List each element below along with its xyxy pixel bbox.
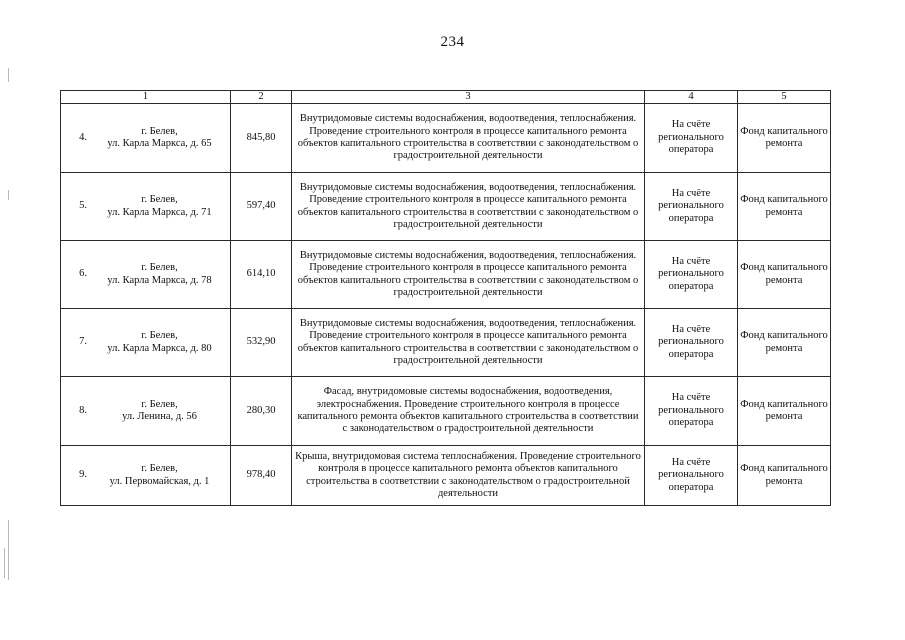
row-number: 8.	[79, 404, 87, 416]
address-cell	[61, 241, 231, 309]
area-cell: 845,80	[231, 104, 292, 173]
page-number: 234	[440, 34, 465, 50]
address-street: ул. Карла Маркса, д. 80	[107, 342, 212, 354]
works-cell: Крыша, внутридомовая система теплоснабжения. Проведение строительного контроля в процессе капитального ремонта объектов капитального строительства в соответствии с законодательством о градостроительной деятельности	[292, 446, 645, 506]
address-cell	[61, 446, 231, 506]
address-city: г. Белев,	[141, 330, 178, 342]
address-street: ул. Ленина, д. 56	[122, 411, 197, 422]
column-header-5: 5	[738, 91, 831, 104]
account-cell: На счёте регионального оператора	[645, 104, 738, 173]
address-city: г. Белев,	[141, 463, 178, 475]
row-number: 4.	[79, 131, 87, 143]
table-row	[61, 173, 831, 241]
address-cell	[61, 377, 231, 446]
scan-mark	[8, 520, 9, 580]
address-street: ул. Первомайская, д. 1	[109, 475, 210, 487]
table-row	[61, 377, 831, 446]
scan-mark	[8, 190, 9, 200]
area-cell: 614,10	[231, 241, 292, 309]
table-row	[61, 241, 831, 309]
funding-source-cell: Фонд капитального ремонта	[738, 377, 831, 446]
area-cell: 978,40	[231, 446, 292, 506]
row-number: 5.	[79, 200, 87, 212]
address-city: г. Белев,	[141, 194, 178, 206]
account-cell: На счёте регионального оператора	[645, 377, 738, 446]
area-cell: 532,90	[231, 309, 292, 377]
table-row	[61, 446, 831, 506]
column-header-3: 3	[292, 91, 645, 104]
works-table	[60, 90, 831, 506]
address-cell	[61, 173, 231, 241]
account-cell: На счёте регионального оператора	[645, 173, 738, 241]
table-row	[61, 104, 831, 173]
column-header-1: 1	[61, 91, 231, 104]
address-street: ул. Карла Маркса, д. 71	[107, 206, 212, 218]
row-number: 7.	[79, 336, 87, 348]
account-cell: На счёте регионального оператора	[645, 241, 738, 309]
funding-source-cell: Фонд капитального ремонта	[738, 309, 831, 377]
funding-source-cell: Фонд капитального ремонта	[738, 104, 831, 173]
scan-mark	[8, 68, 9, 82]
area-cell: 597,40	[231, 173, 292, 241]
works-cell: Фасад, внутридомовые системы водоснабжения, водоотведения, электроснабжения. Проведение строительного контроля в процессе капитального ремонта объектов капитального строительства в соответствии с законодательством о градостроительной деятельности	[292, 377, 645, 446]
scan-mark	[4, 548, 5, 578]
funding-source-cell: Фонд капитального ремонта	[738, 446, 831, 506]
works-cell: Внутридомовые системы водоснабжения, водоотведения, теплоснабжения. Проведение строительного контроля в процессе капитального ремонта объектов капитального строительства в соответствии с законодательством о градостроительной деятельности	[292, 104, 645, 173]
row-number: 6.	[79, 268, 87, 280]
table-header-row	[61, 91, 831, 104]
works-cell: Внутридомовые системы водоснабжения, водоотведения, теплоснабжения. Проведение строительного контроля в процессе капитального ремонта объектов капитального строительства в соответствии с законодательством о градостроительной деятельности	[292, 241, 645, 309]
table-row	[61, 309, 831, 377]
column-header-4: 4	[645, 91, 738, 104]
funding-source-cell: Фонд капитального ремонта	[738, 241, 831, 309]
area-cell: 280,30	[231, 377, 292, 446]
address-city: г. Белев,	[141, 125, 178, 137]
address-street: ул. Карла Маркса, д. 78	[107, 274, 212, 286]
works-cell: Внутридомовые системы водоснабжения, водоотведения, теплоснабжения. Проведение строительного контроля в процессе капитального ремонта объектов капитального строительства в соответствии с законодательством о градостроительной деятельности	[292, 309, 645, 377]
address-street: ул. Карла Маркса, д. 65	[107, 138, 212, 149]
address-cell	[61, 104, 231, 173]
address-cell	[61, 309, 231, 377]
funding-source-cell: Фонд капитального ремонта	[738, 173, 831, 241]
works-cell: Внутридомовые системы водоснабжения, водоотведения, теплоснабжения. Проведение строительного контроля в процессе капитального ремонта объектов капитального строительства в соответствии с законодательством о градостроительной деятельности	[292, 173, 645, 241]
account-cell: На счёте регионального оператора	[645, 309, 738, 377]
account-cell: На счёте регионального оператора	[645, 446, 738, 506]
address-city: г. Белев,	[141, 262, 178, 274]
column-header-2: 2	[231, 91, 292, 104]
address-city: г. Белев,	[141, 398, 178, 410]
row-number: 9.	[79, 469, 87, 481]
